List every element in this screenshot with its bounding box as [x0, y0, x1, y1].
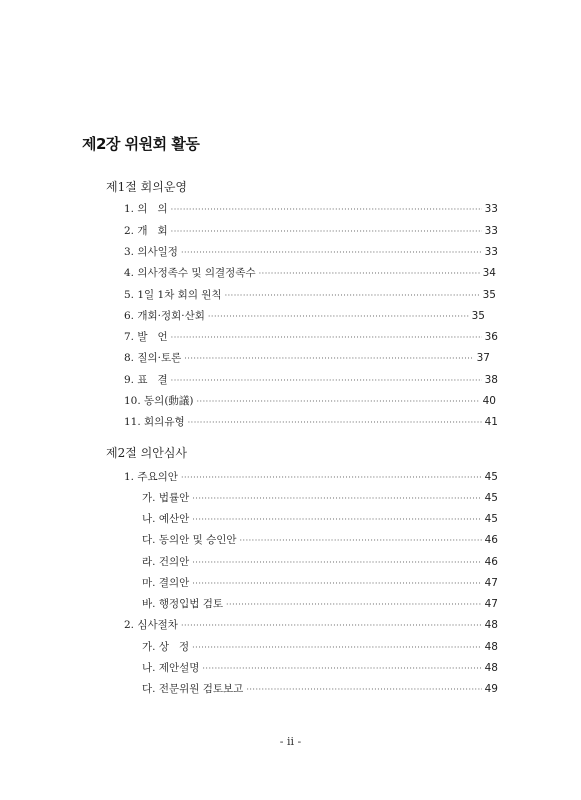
toc-entry-page: 33 — [484, 225, 498, 237]
toc-entry[interactable] — [124, 373, 498, 387]
toc-entry[interactable] — [124, 351, 490, 365]
toc-entry[interactable] — [142, 576, 498, 590]
toc-entry-page: 36 — [484, 331, 498, 343]
toc-entry-page: 48 — [484, 619, 498, 631]
toc-entry-label: 2. 개 회 — [124, 225, 168, 237]
toc-entry-label: 마. 결의안 — [142, 577, 190, 589]
toc-entry-page: 45 — [484, 471, 498, 483]
leader-dots — [226, 598, 482, 612]
toc-entry-label: 2. 심사절차 — [124, 619, 178, 631]
toc-entry[interactable] — [124, 202, 498, 216]
toc-entry-page: 40 — [482, 395, 496, 407]
toc-entry-page: 33 — [484, 203, 498, 215]
toc-entry[interactable] — [142, 682, 498, 696]
toc-entry-page: 34 — [482, 267, 496, 279]
toc-entry-page: 46 — [484, 534, 498, 546]
toc-entry-page: 45 — [484, 513, 498, 525]
toc-entry[interactable] — [124, 470, 498, 484]
leader-dots — [181, 471, 482, 485]
toc-entry-page: 41 — [484, 416, 498, 428]
toc-entry-page: 47 — [484, 577, 498, 589]
toc-entry[interactable] — [124, 224, 498, 238]
leader-dots — [171, 331, 482, 345]
toc-entry[interactable] — [142, 661, 498, 675]
section-title: 제2절 의안심사 — [106, 446, 188, 460]
toc-entry-label: 다. 전문위원 검토보고 — [142, 683, 244, 695]
leader-dots — [197, 395, 480, 409]
toc-entry-label: 1. 주요의안 — [124, 471, 178, 483]
toc-entry-label: 11. 회의유형 — [124, 416, 185, 428]
leader-dots — [202, 662, 481, 676]
toc-entry-page: 46 — [484, 556, 498, 568]
leader-dots — [184, 352, 473, 366]
toc-entry-label: 다. 동의안 및 승인안 — [142, 534, 237, 546]
leader-dots — [259, 267, 480, 281]
leader-dots — [188, 416, 482, 430]
toc-entry-label: 바. 행정입법 검토 — [142, 598, 224, 610]
leader-dots — [192, 513, 481, 527]
toc-entry[interactable] — [124, 309, 485, 323]
toc-entry-label: 7. 발 언 — [124, 331, 168, 343]
leader-dots — [192, 492, 481, 506]
toc-entry[interactable] — [142, 640, 498, 654]
toc-entry[interactable] — [124, 245, 498, 259]
toc-entry-label: 3. 의사일정 — [124, 246, 178, 258]
toc-entry-page: 35 — [471, 310, 485, 322]
toc-entry-label: 나. 예산안 — [142, 513, 190, 525]
leader-dots — [208, 310, 469, 324]
leader-dots — [240, 534, 482, 548]
toc-entry-page: 45 — [484, 492, 498, 504]
chapter-title: 제2장 위원회 활동 — [82, 135, 200, 153]
toc-entry[interactable] — [142, 512, 498, 526]
toc-entry[interactable] — [142, 491, 498, 505]
toc-entry-label: 가. 법률안 — [142, 492, 190, 504]
toc-entry-page: 48 — [484, 662, 498, 674]
leader-dots — [192, 577, 481, 591]
toc-entry-label: 10. 동의(動議) — [124, 395, 194, 407]
leader-dots — [181, 619, 482, 633]
section-title: 제1절 회의운영 — [106, 180, 188, 194]
toc-entry-page: 48 — [484, 641, 498, 653]
toc-entry[interactable] — [124, 415, 498, 429]
toc-entry-label: 4. 의사정족수 및 의결정족수 — [124, 267, 256, 279]
leader-dots — [192, 556, 481, 570]
toc-entry[interactable] — [124, 618, 498, 632]
leader-dots — [181, 246, 482, 260]
toc-entry-label: 5. 1일 1차 회의 원칙 — [124, 289, 222, 301]
toc-entry[interactable] — [124, 394, 496, 408]
toc-entry[interactable] — [124, 288, 496, 302]
toc-entry[interactable] — [124, 330, 498, 344]
toc-entry[interactable] — [124, 266, 496, 280]
toc-entry-label: 1. 의 의 — [124, 203, 168, 215]
leader-dots — [171, 374, 482, 388]
toc-entry-page: 37 — [476, 352, 490, 364]
toc-entry-label: 9. 표 결 — [124, 374, 168, 386]
toc-entry-page: 47 — [484, 598, 498, 610]
toc-entry-label: 6. 개회·정회·산회 — [124, 310, 205, 322]
leader-dots — [246, 683, 481, 697]
toc-entry-label: 라. 건의안 — [142, 556, 190, 568]
leader-dots — [171, 203, 482, 217]
toc-entry[interactable] — [142, 533, 498, 547]
toc-entry-page: 38 — [484, 374, 498, 386]
page-number: - ii - — [279, 735, 302, 748]
leader-dots — [225, 289, 480, 303]
toc-entry-label: 가. 상 정 — [142, 641, 190, 653]
toc-entry-page: 33 — [484, 246, 498, 258]
toc-entry-page: 35 — [482, 289, 496, 301]
toc-entry-page: 49 — [484, 683, 498, 695]
toc-entry[interactable] — [142, 597, 498, 611]
toc-entry[interactable] — [142, 555, 498, 569]
toc-entry-label: 나. 제안설명 — [142, 662, 200, 674]
leader-dots — [171, 225, 482, 239]
leader-dots — [192, 641, 482, 655]
toc-entry-label: 8. 질의·토론 — [124, 352, 182, 364]
